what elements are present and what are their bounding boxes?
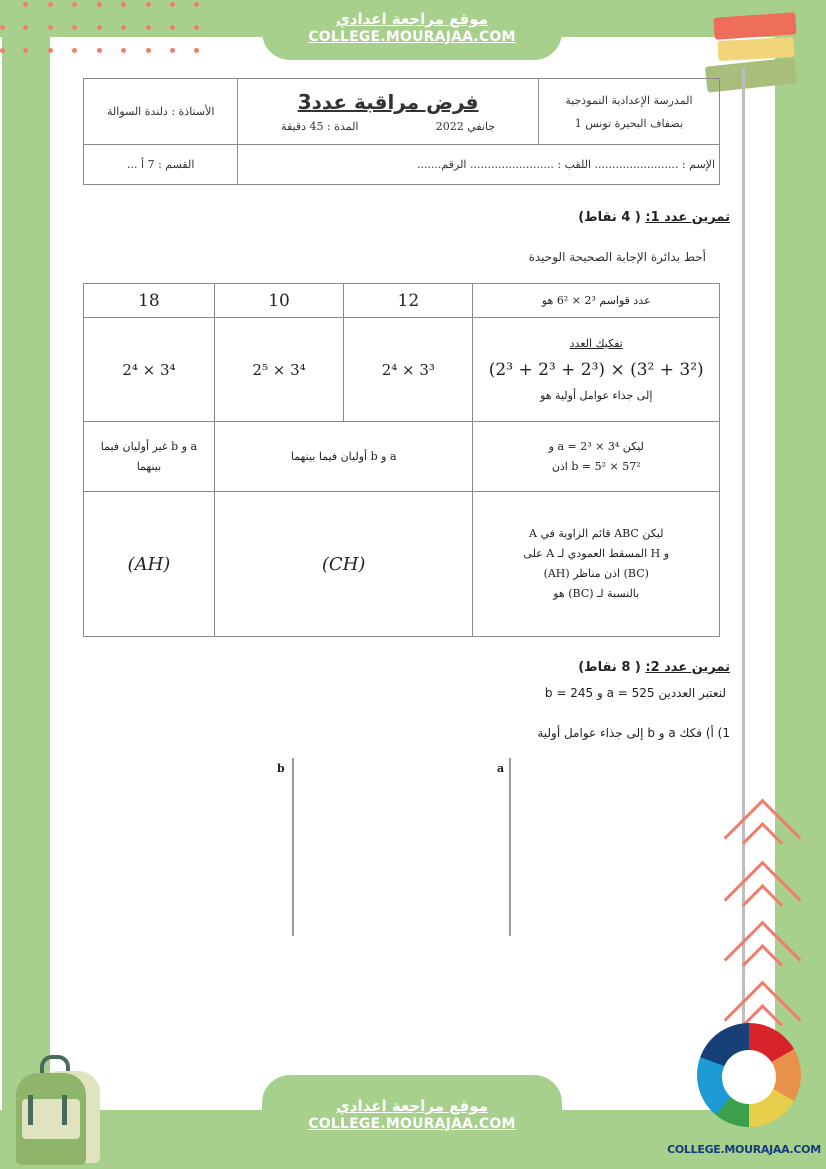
site-name-arabic: موقع مراجعة اعدادي <box>336 10 488 28</box>
student-info-field[interactable]: الإسم : ........................ اللقب : ........................ الرقم....... <box>238 145 720 185</box>
q2-option-1[interactable]: 2⁴ × 3³ <box>344 318 473 422</box>
exam-date: جانفي 2022 <box>435 120 496 133</box>
logo-center <box>722 1050 776 1104</box>
q3-cell <box>473 422 720 492</box>
exercise2-title <box>578 660 730 675</box>
exam-header-table <box>83 78 720 185</box>
right-decor-strip <box>775 0 826 1169</box>
exercise2-intro: لنعتبر العددين a = 525 و b = 245 <box>544 686 726 700</box>
q2-expr: (2³ + 2³ + 2³) × (3² + 3²) <box>488 359 704 380</box>
q1-option-1[interactable]: 12 <box>344 284 473 318</box>
teacher-cell: الأستاذة : دلندة السوالة <box>84 79 238 145</box>
class-field[interactable]: القسم : 7 أ ... <box>84 145 238 185</box>
q1-cell: عدد قواسم 2³ × 6² هو <box>473 284 720 318</box>
footer-site-badge <box>262 1075 562 1169</box>
school-line2: بضفاف البحيرة تونس 1 <box>574 116 683 130</box>
left-decor-strip <box>2 0 50 1169</box>
exercise2-q1: 1) أ) فكك a و b إلى جذاء عوامل أولية <box>537 726 730 740</box>
q2-option-2[interactable]: 2⁵ × 3⁴ <box>214 318 343 422</box>
exercise1-points: ( 4 نقاط) <box>578 210 641 225</box>
q4-line2: و H المسقط العمودي لـ A على <box>523 547 670 560</box>
q2-cell <box>473 318 720 422</box>
q3-line1: ليكن a = 2³ × 3⁴ و <box>548 439 644 453</box>
q3-option-1[interactable]: a و b أوليان فيما بينهما <box>214 422 473 492</box>
q4-line1: ليكن ABC قائم الزاوية في A <box>529 527 664 540</box>
site-url-link[interactable]: COLLEGE.MOURAJAA.COM <box>308 29 516 45</box>
exercise2-label: تمرين عدد 2: <box>645 660 730 675</box>
school-line1: المدرسة الإعدادية النموذجية <box>565 93 693 107</box>
q4-line3: (BC) اذن مناظر (AH) <box>543 567 649 580</box>
header-site-badge <box>262 0 562 60</box>
exam-title: فرض مراقبة عدد3 <box>297 90 479 114</box>
q1-option-2[interactable]: 10 <box>214 284 343 318</box>
exercise1-instruction: أحط بدائرة الإجابة الصحيحة الوحيدة <box>528 250 706 264</box>
q2-top: تفكيك العدد <box>569 336 623 350</box>
q3-line2: b = 5² × 57² اذن <box>551 459 641 473</box>
exercise2-points: ( 8 نقاط) <box>578 660 641 675</box>
q4-line4: بالنسبة لـ (BC) هو <box>553 587 640 600</box>
dot-pattern <box>0 0 200 56</box>
answer-column-divider-a <box>509 758 511 936</box>
exam-duration: المدة : 45 دقيقة <box>281 120 359 133</box>
answer-column-b-label: b <box>277 762 285 775</box>
q1-option-3[interactable]: 18 <box>84 284 215 318</box>
logo-text: COLLEGE.MOURAJAA.COM <box>667 1143 821 1156</box>
backpack-icon <box>10 1055 110 1165</box>
q3-option-2[interactable]: a و b غير أوليان فيما بينهما <box>84 422 215 492</box>
q2-option-3[interactable]: 2⁴ × 3⁴ <box>84 318 215 422</box>
q4-option-1[interactable]: (CH) <box>214 492 473 637</box>
exercise1-title <box>578 210 730 225</box>
exercise1-label: تمرين عدد 1: <box>645 210 730 225</box>
footer-site-url-link[interactable]: COLLEGE.MOURAJAA.COM <box>308 1116 516 1132</box>
q2-bottom: إلى جذاء عوامل أولية هو <box>540 388 653 402</box>
footer-site-name-arabic: موقع مراجعة اعدادي <box>336 1097 488 1115</box>
mcq-table <box>83 283 720 637</box>
answer-column-divider-b <box>292 758 294 936</box>
q4-option-2[interactable]: (AH) <box>84 492 215 637</box>
school-name-cell <box>538 79 719 145</box>
exam-title-cell <box>238 79 538 145</box>
answer-column-a-label: a <box>497 762 505 775</box>
q4-cell <box>473 492 720 637</box>
